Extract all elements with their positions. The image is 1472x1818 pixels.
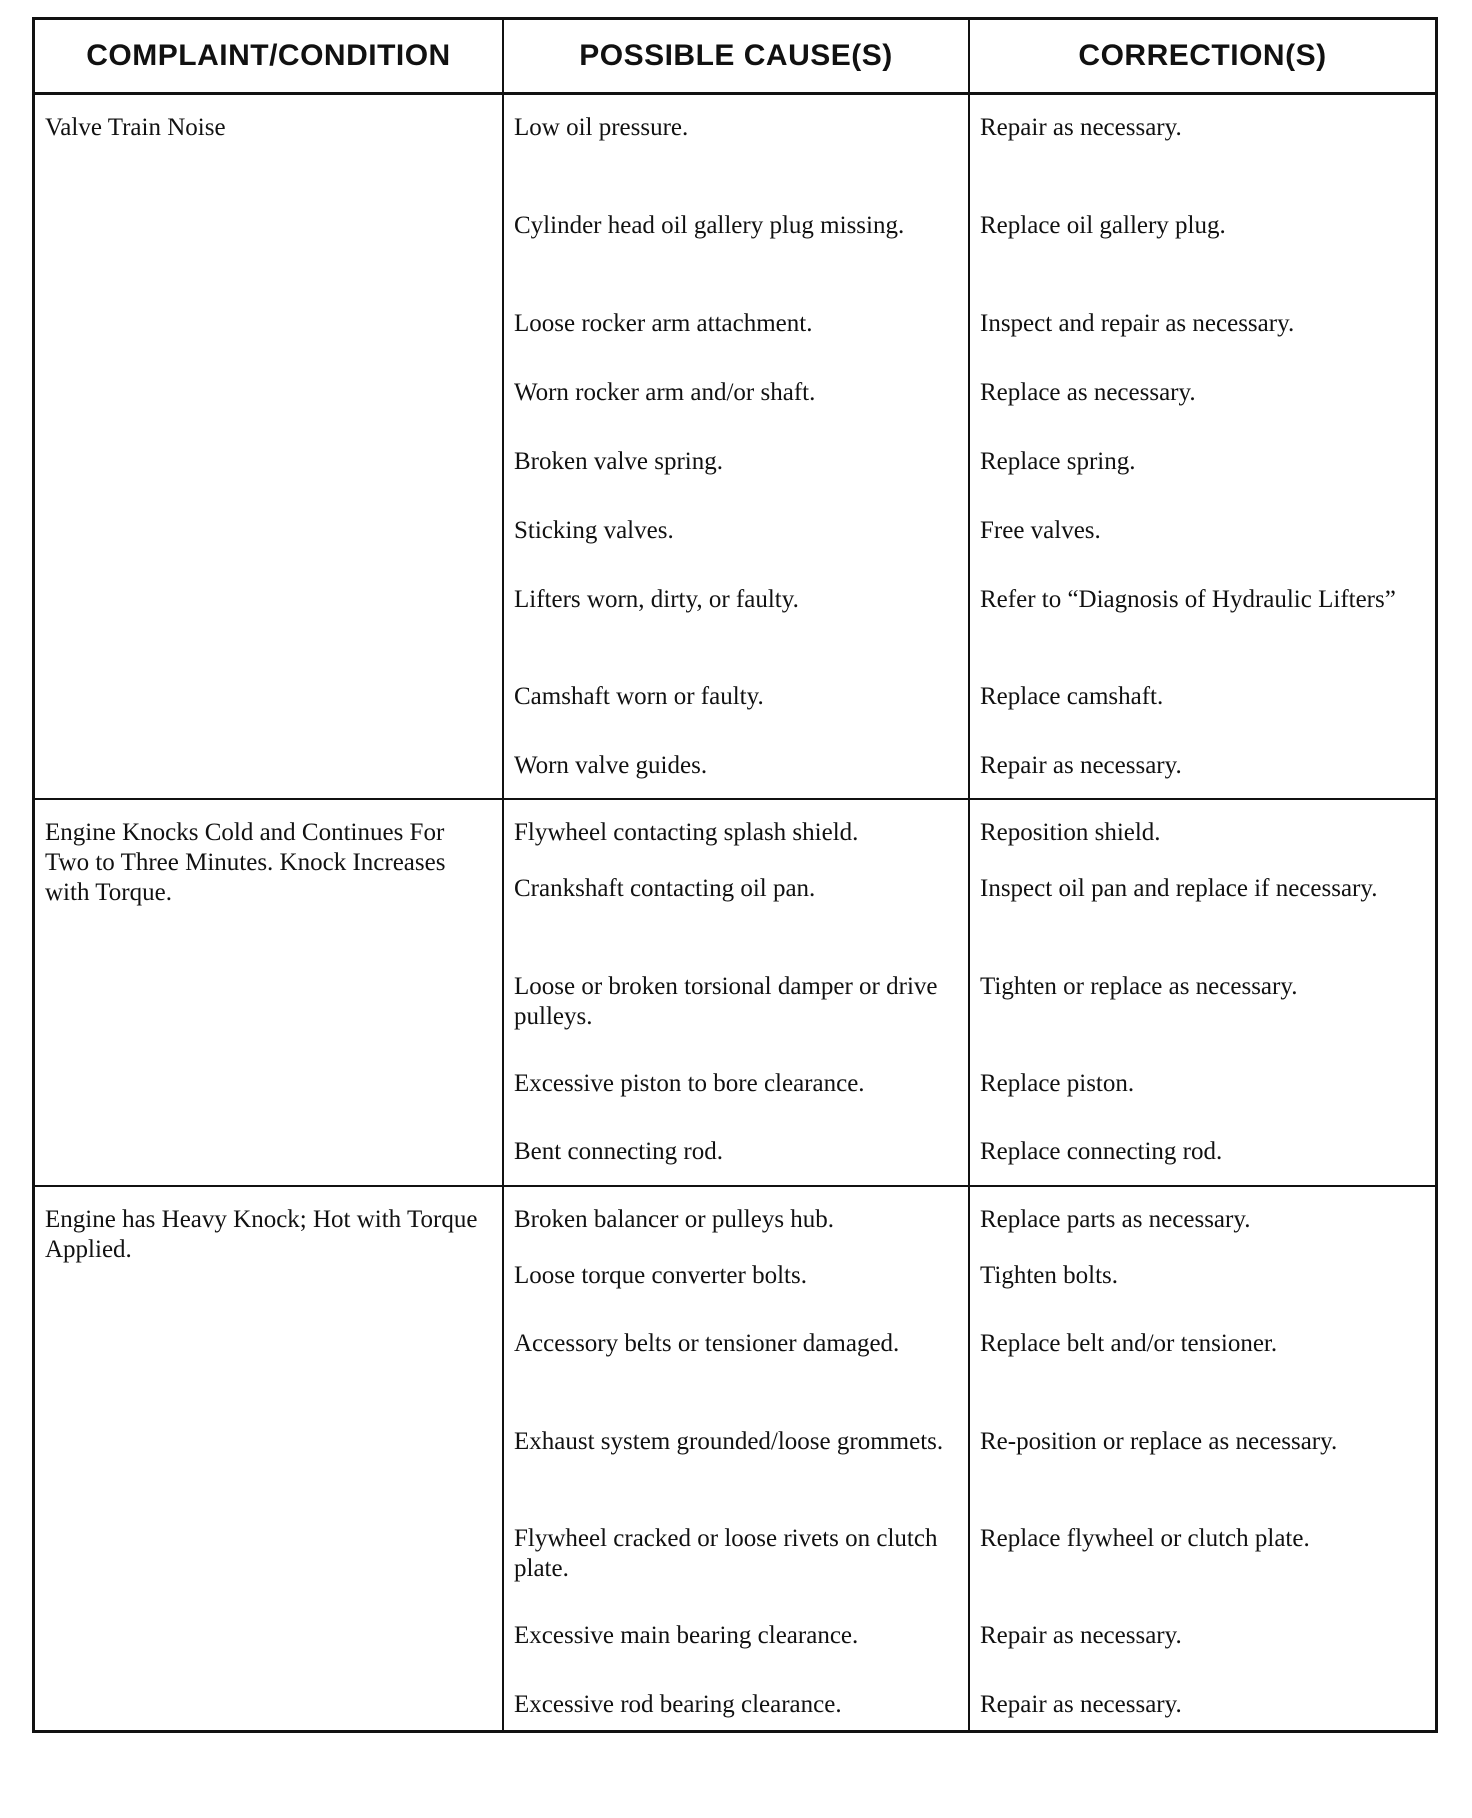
cause-cell — [503, 1186, 969, 1731]
cause-entry: Excessive rod bearing clearance. — [514, 1690, 842, 1718]
correction-entry: Replace camshaft. — [980, 683, 1164, 710]
cause-entry: Broken balancer or pulleys hub. — [514, 1205, 835, 1233]
correction-entry: Tighten or replace as necessary. — [980, 972, 1298, 1000]
complaint-text: Valve Train Noise — [45, 114, 226, 141]
cause-entry: Sticking valves. — [514, 517, 674, 544]
diagnosis-table-frame — [32, 17, 1438, 1733]
correction-entry: Replace piston. — [980, 1069, 1135, 1097]
correction-entry: Reposition shield. — [980, 818, 1161, 846]
correction-entry: Replace oil gallery plug. — [980, 212, 1226, 239]
correction-entry: Repair as necessary. — [980, 752, 1182, 779]
correction-entry: Free valves. — [980, 517, 1101, 544]
cause-entry: Bent connecting rod. — [514, 1137, 723, 1165]
correction-entry: Replace connecting rod. — [980, 1137, 1223, 1165]
cause-entry: Flywheel contacting splash shield. — [514, 818, 859, 846]
complaint-group-valve-train-noise — [35, 94, 1435, 799]
correction-entry: Replace belt and/or tensioner. — [980, 1329, 1278, 1357]
cause-entry: Accessory belts or tensioner damaged. — [514, 1329, 900, 1357]
correction-entry: Replace spring. — [980, 448, 1136, 475]
cause-entry: Low oil pressure. — [514, 114, 689, 141]
cause-cell — [503, 94, 969, 799]
correction-cell — [969, 94, 1435, 799]
header-cause: POSSIBLE CAUSE(S) — [503, 20, 969, 94]
cause-entry: Exhaust system grounded/loose grommets. — [514, 1427, 944, 1455]
correction-entry: Inspect and repair as necessary. — [980, 310, 1295, 337]
cause-entry: Loose rocker arm attachment. — [514, 310, 813, 337]
complaint-cell — [35, 799, 503, 1186]
cause-entry: Lifters worn, dirty, or faulty. — [514, 586, 799, 613]
complaint-group-heavy-knock-hot — [35, 1186, 1435, 1731]
diagnosis-table — [35, 20, 1435, 1730]
complaint-text: Engine has Heavy Knock; Hot with Torque Applied. — [45, 1205, 478, 1263]
header-correction: CORRECTION(S) — [969, 20, 1435, 94]
correction-entry: Repair as necessary. — [980, 1621, 1182, 1649]
correction-entry: Refer to “Diagnosis of Hydraulic Lifters” — [980, 586, 1396, 613]
correction-entry: Inspect oil pan and replace if necessary. — [980, 874, 1378, 902]
complaint-cell — [35, 94, 503, 799]
complaint-text: Engine Knocks Cold and Continues For Two to Three Minutes. Knock Increases with Torque. — [45, 818, 446, 906]
cause-entry: Crankshaft contacting oil pan. — [514, 874, 816, 902]
correction-entry: Repair as necessary. — [980, 1690, 1182, 1718]
cause-entry: Worn rocker arm and/or shaft. — [514, 379, 816, 406]
correction-entry: Tighten bolts. — [980, 1261, 1119, 1289]
correction-entry: Replace flywheel or clutch plate. — [980, 1524, 1310, 1552]
header-complaint: COMPLAINT/CONDITION — [35, 20, 503, 94]
cause-entry: Loose or broken torsional damper or drive pulleys. — [514, 972, 938, 1030]
correction-cell — [969, 1186, 1435, 1731]
complaint-group-engine-knocks-cold — [35, 799, 1435, 1186]
cause-cell — [503, 799, 969, 1186]
complaint-cell — [35, 1186, 503, 1731]
cause-entry: Excessive piston to bore clearance. — [514, 1069, 865, 1097]
cause-entry: Cylinder head oil gallery plug missing. — [514, 212, 905, 239]
correction-entry: Re-position or replace as necessary. — [980, 1427, 1338, 1455]
correction-cell — [969, 799, 1435, 1186]
correction-entry: Repair as necessary. — [980, 114, 1182, 141]
cause-entry: Worn valve guides. — [514, 752, 708, 779]
correction-entry: Replace as necessary. — [980, 379, 1196, 406]
cause-entry: Camshaft worn or faulty. — [514, 683, 764, 710]
cause-entry: Loose torque converter bolts. — [514, 1261, 807, 1289]
cause-entry: Broken valve spring. — [514, 448, 723, 475]
cause-entry: Excessive main bearing clearance. — [514, 1621, 859, 1649]
table-header-row — [35, 20, 1435, 94]
cause-entry: Flywheel cracked or loose rivets on clutch plate. — [514, 1524, 938, 1582]
correction-entry: Replace parts as necessary. — [980, 1205, 1251, 1233]
